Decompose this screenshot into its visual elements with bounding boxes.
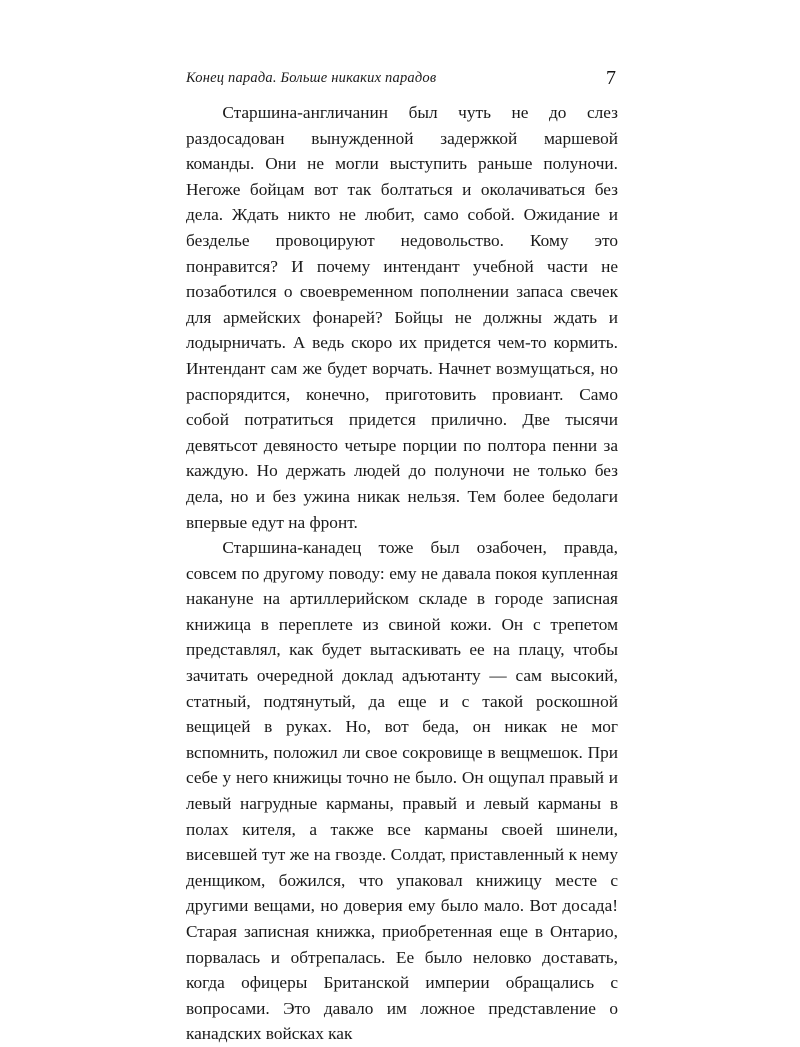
page-header xyxy=(186,66,616,87)
body-text xyxy=(186,100,618,1047)
paragraph: Старшина-англичанин был чуть не до слез раздосадован вынужденной задержкой маршевой команды. Они не могли выступить раньше полуночи. Негоже бойцам вот так болтаться и околачиваться без дела. Ждать никто не любит, само собой. Ожидание и безделье провоцируют недовольство. Кому это понравится? И почему интендант учебной части не позаботился о своевременном пополнении запаса свечек для армейских фонарей? Бойцы не должны ждать и лодырничать. А ведь скоро их придется чем-то кормить. Интендант сам же будет ворчать. Начнет возмущаться, но распорядится, конечно, приготовить провиант. Само собой потратиться придется прилично. Две тысячи девятьсот девяносто четыре порции по полтора пенни за каждую. Но держать людей до полуночи не только без дела, но и без ужина никак нельзя. Тем более бедолаги впервые едут на фронт. xyxy=(186,103,618,532)
paragraph: Старшина-канадец тоже был озабочен, правда, совсем по другому поводу: ему не давала покоя купленная накануне на артиллерийском складе в городе записная книжица в переплете из свиной кожи. Он с трепетом представлял, как будет вытаскивать ее на плацу, чтобы зачитать очередной доклад адъютанту — сам высокий, статный, подтянутый, да еще и с такой роскошной вещицей в руках. Но, вот беда, он никак не мог вспомнить, положил ли свое сокровище в вещмешок. При себе у него книжицы точно не было. Он ощупал правый и левый нагрудные карманы, правый и левый карманы в полах кителя, а также все карманы своей шинели, висевшей тут же на гвозде. Солдат, приставленный к нему денщиком, божился, что упаковал книжицу месте с другими вещами, но доверия ему было мало. Вот досада! Старая записная книжка, приобретенная еще в Онтарио, порвалась и обтрепалась. Ее было неловко доставать, когда офицеры Британской империи обращались с вопросами. Это давало им ложное представление о канадских войсках как xyxy=(186,538,618,1044)
running-title: Конец парада. Больше никаких парадов xyxy=(186,70,437,86)
page-number: 7 xyxy=(606,67,616,89)
